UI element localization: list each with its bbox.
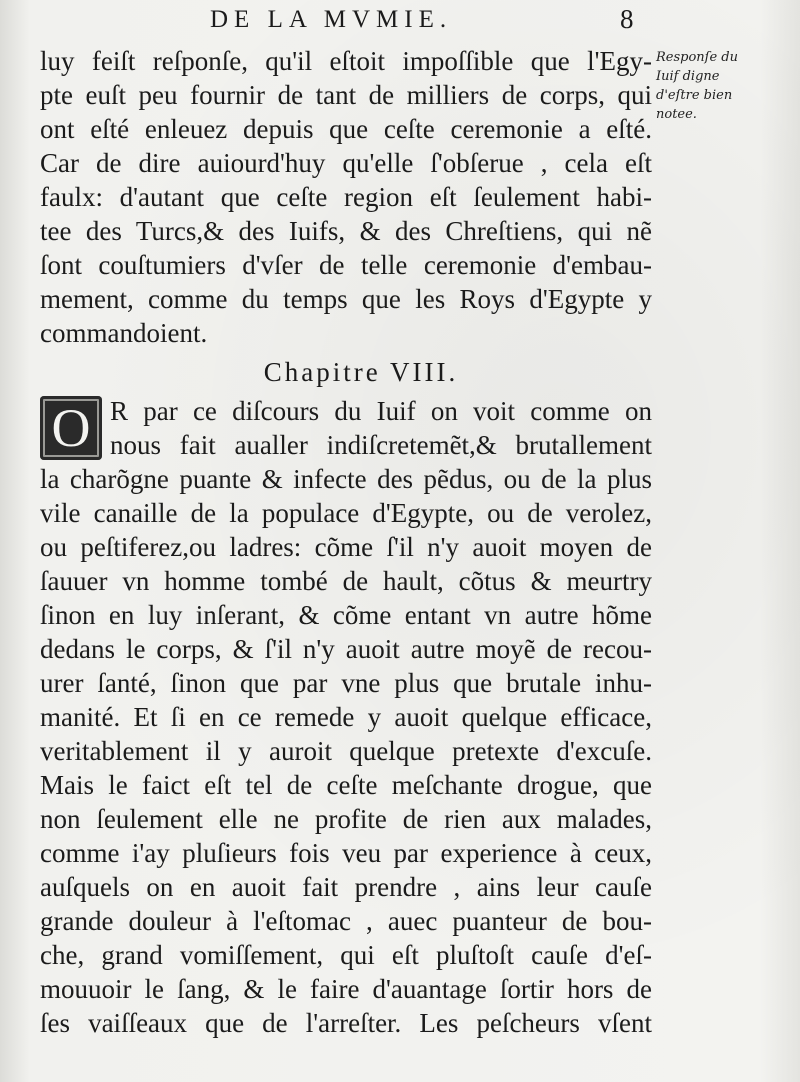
- text-line: ont eſté enleuez depuis que ceſte ceremonie a eſté.: [40, 114, 652, 144]
- text-line: la charõgne puante & infecte des pẽdus, ou de la plus: [40, 464, 652, 494]
- text-line: ſauuer vn homme tombé de hault, cõtus & meurtry: [40, 566, 652, 596]
- text-line: dedans le corps, & ſ'il n'y auoit autre moyẽ de recou-: [40, 634, 652, 664]
- text-line: R par ce diſcours du Iuif on voit comme on: [110, 396, 652, 426]
- text-line: ſont couſtumiers d'vſer de telle ceremonie d'embau-: [40, 250, 652, 280]
- text-line: veritablement il y auroit quelque pretexte d'excuſe.: [40, 736, 652, 766]
- text-line: auſquels on en auoit fait prendre , ains leur cauſe: [40, 872, 652, 902]
- paragraph-1: [40, 44, 652, 350]
- text-line: urer ſanté, ſinon que par vne plus que brutale inhu-: [40, 668, 652, 698]
- text-line: manité. Et ſi en ce remede y auoit quelque efficace,: [40, 702, 652, 732]
- paragraph-2: [40, 394, 652, 1040]
- text-line: luy feiſt reſponſe, qu'il eſtoit impoſſible que l'Egy-: [40, 46, 652, 76]
- text-line: commandoient.: [40, 318, 208, 348]
- margin-note-line: notee.: [656, 107, 697, 122]
- drop-cap-ornament: O: [40, 396, 102, 460]
- text-line: comme i'ay pluſieurs fois veu par experience à ceux,: [40, 838, 652, 868]
- text-line: non ſeulement elle ne profite de rien aux malades,: [40, 804, 652, 834]
- text-line: ſes vaiſſeaux que de l'arreſter. Les peſcheurs vſent: [40, 1008, 652, 1038]
- text-line: mouuoir le ſang, & le faire d'auantage ſortir hors de: [40, 974, 652, 1004]
- text-line: Car de dire auiourd'huy qu'elle ſ'obſerue , cela eſt: [40, 148, 652, 178]
- margin-note-line: Iuif digne: [656, 69, 720, 84]
- text-line: tee des Turcs,& des Iuifs, & des Chreſtiens, qui nẽ: [40, 216, 652, 246]
- text-line: faulx: d'autant que ceſte region eſt ſeulement habi-: [40, 182, 652, 212]
- text-line: grande douleur à l'eſtomac , auec puanteur de bou-: [40, 906, 652, 936]
- text-line: Mais le faict eſt tel de ceſte meſchante drogue, que: [40, 770, 652, 800]
- text-line: che, grand vomiſſement, qui eſt pluſtoſt cauſe d'eſ-: [40, 940, 652, 970]
- text-line: mement, comme du temps que les Roys d'Egypte y: [40, 284, 652, 314]
- body-text: [40, 44, 652, 1040]
- running-title: DE LA MVMIE.: [210, 6, 453, 33]
- page-number: 8: [620, 4, 634, 34]
- margin-note-line: Responſe du: [656, 50, 739, 65]
- text-line: nous fait aualler indiſcretemẽt,& brutallement: [110, 430, 652, 460]
- margin-note-line: d'eſtre bien: [656, 88, 733, 103]
- chapter-heading: Chapitre VIII.: [263, 357, 459, 387]
- text-line: vile canaille de la populace d'Egypte, ou de verolez,: [40, 498, 652, 528]
- text-line: pte euſt peu fournir de tant de milliers de corps, qui: [40, 80, 652, 110]
- text-line: ſinon en luy inſerant, & cõme entant vn autre hõme: [40, 600, 652, 630]
- margin-note: [656, 48, 786, 124]
- text-line: ou peſtiferez,ou ladres: cõme ſ'il n'y auoit moyen de: [40, 532, 652, 562]
